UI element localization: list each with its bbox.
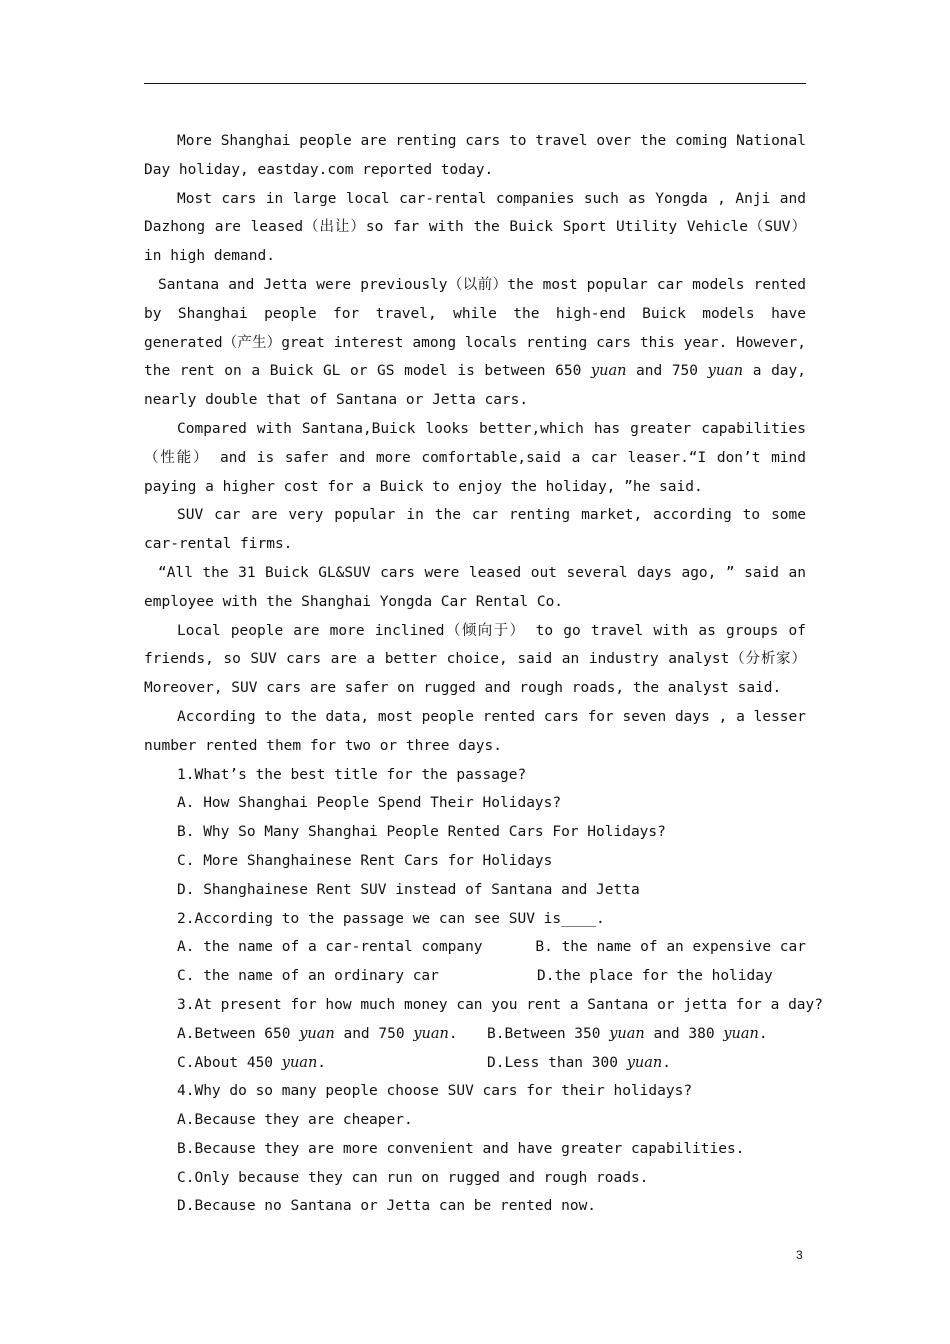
question-2: 2.According to the passage we can see SUV is____. <box>177 910 605 927</box>
question-2-option-b: B. the name of an expensive car <box>535 939 806 956</box>
question-3-option-a: A.Between 650 yuan and 750 yuan. <box>177 1025 458 1042</box>
question-1-option-b: B. Why So Many Shanghai People Rented Cars For Holidays? <box>177 824 666 841</box>
question-2-options-row-2 <box>144 962 806 991</box>
page-number: 3 <box>796 1248 803 1262</box>
question-3-option-d: D.Less than 300 yuan. <box>487 1054 671 1071</box>
question-3-option-b: B.Between 350 yuan and 380 yuan. <box>487 1025 768 1042</box>
passage-paragraph-2: Most cars in large local car-rental companies such as Yongda , Anji and Dazhong are leased（出让）so far with the Buick Sport Utility Vehicle（SUV） in high demand. <box>144 190 806 265</box>
question-3-options-row-2 <box>144 1049 806 1078</box>
question-2-options-row-1 <box>144 933 806 962</box>
question-3: 3.At present for how much money can you rent a Santana or jetta for a day? <box>177 996 824 1013</box>
question-2-option-d: D.the place for the holiday <box>537 968 773 985</box>
passage-paragraph-4: Compared with Santana,Buick looks better,which has greater capabilities（性能） and is safer and more comfortable,said a car leaser.“I don’t mind paying a higher cost for a Buick to enjoy the holiday, ”he said. <box>144 420 806 495</box>
question-4-option-d: D.Because no Santana or Jetta can be rented now. <box>177 1198 597 1215</box>
question-1-option-c: C. More Shanghainese Rent Cars for Holidays <box>177 852 553 869</box>
question-1-option-d: D. Shanghainese Rent SUV instead of Santana and Jetta <box>177 881 640 898</box>
passage-paragraph-8: According to the data, most people rented cars for seven days , a lesser number rented them for two or three days. <box>144 708 806 754</box>
document-body <box>144 127 824 1221</box>
question-1-option-a: A. How Shanghai People Spend Their Holidays? <box>177 795 562 812</box>
passage-paragraph-7: Local people are more inclined（倾向于） to go travel with as groups of friends, so SUV cars are a better choice, said an industry analyst（分析家）Moreover, SUV cars are safer on rugged and rough roads, the analyst said. <box>144 622 806 697</box>
passage-paragraph-3: Santana and Jetta were previously（以前）the most popular car models rented by Shanghai people for travel, while the high-end Buick models have generated（产生）great interest among locals renting cars this year. However, the rent on a Buick GL or GS model is between 650 yuan and 750 yuan a day, nearly double that of Santana or Jetta cars. <box>144 276 806 409</box>
passage-paragraph-5: SUV car are very popular in the car renting market, according to some car-rental firms. <box>144 507 806 553</box>
question-2-option-c: C. the name of an ordinary car <box>177 968 439 985</box>
passage-paragraph-6: “All the 31 Buick GL&SUV cars were leased out several days ago, ” said an employee with the Shanghai Yongda Car Rental Co. <box>144 564 806 610</box>
question-4: 4.Why do so many people choose SUV cars for their holidays? <box>177 1083 693 1100</box>
question-1: 1.What’s the best title for the passage? <box>177 766 527 783</box>
question-3-options-row-1 <box>144 1020 806 1049</box>
header-rule <box>144 83 806 84</box>
question-4-option-b: B.Because they are more convenient and have greater capabilities. <box>177 1140 745 1157</box>
question-4-option-c: C.Only because they can run on rugged and rough roads. <box>177 1169 649 1186</box>
question-3-option-c: C.About 450 yuan. <box>177 1054 327 1071</box>
question-2-option-a: A. the name of a car-rental company <box>177 939 483 956</box>
passage-paragraph-1: More Shanghai people are renting cars to travel over the coming National Day holiday, eastday.com reported today. <box>144 133 806 178</box>
question-4-option-a: A.Because they are cheaper. <box>177 1112 413 1129</box>
